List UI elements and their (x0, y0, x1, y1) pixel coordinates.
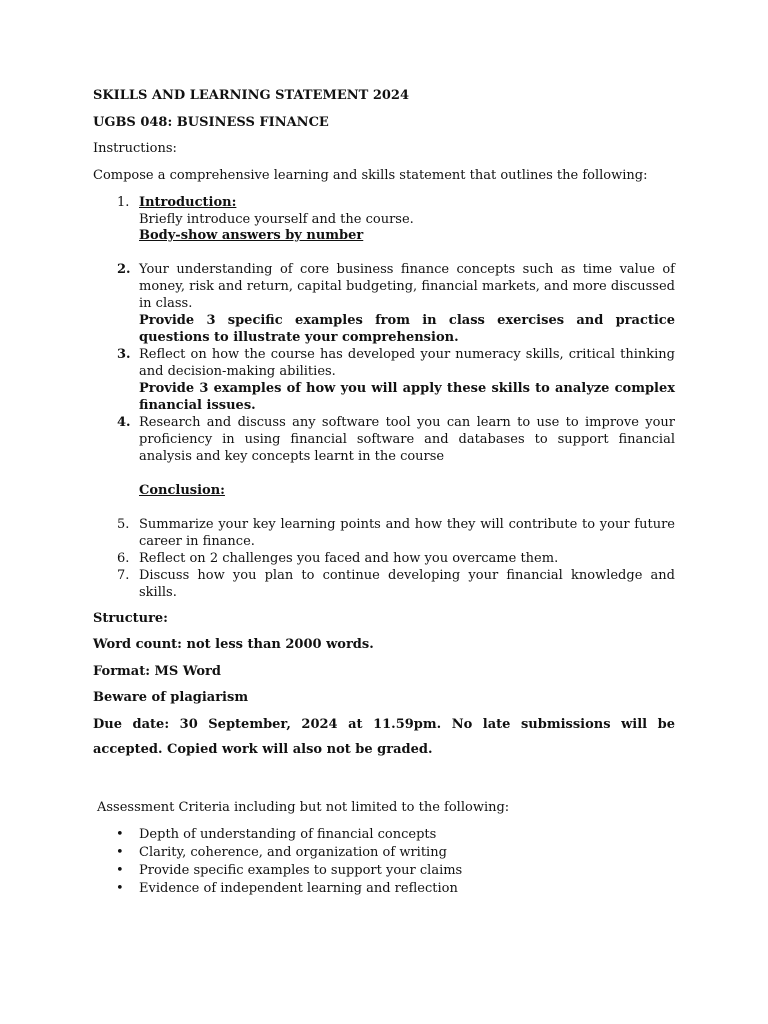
assessment-intro: Assessment Criteria including but not limited to the following: (97, 800, 510, 815)
document-title: SKILLS AND LEARNING STATEMENT 2024 (93, 88, 410, 103)
word-count: Word count: not less than 2000 words. (93, 637, 374, 652)
instructions-label: Instructions: (93, 141, 177, 156)
item-number: 1. (117, 195, 130, 210)
plagiarism-warning: Beware of plagiarism (93, 690, 249, 705)
bullet-icon: • (116, 881, 124, 896)
item-number: 3. (117, 347, 131, 362)
introduction-heading: Introduction: (139, 195, 237, 210)
item-text: Summarize your key learning points and how they will contribute to your future career in finance. (139, 517, 675, 549)
course-title: UGBS 048: BUSINESS FINANCE (93, 115, 329, 130)
criteria-item (93, 862, 653, 880)
item-number: 4. (117, 415, 131, 430)
item-number: 5. (117, 517, 130, 532)
item-number: 6. (117, 551, 130, 566)
item-number: 2. (117, 262, 131, 277)
item-text: Briefly introduce yourself and the course. (139, 212, 414, 227)
bullet-icon: • (116, 863, 124, 878)
item-text: Discuss how you plan to continue developing your financial knowledge and skills. (139, 568, 675, 600)
list-item-3 (93, 346, 675, 414)
criteria-text: Provide specific examples to support your claims (139, 863, 463, 878)
intro-sentence: Compose a comprehensive learning and skills statement that outlines the following: (93, 168, 648, 183)
list-item-6 (93, 550, 675, 567)
criteria-text: Evidence of independent learning and reflection (139, 881, 458, 896)
bullet-icon: • (116, 827, 124, 842)
bullet-icon: • (116, 845, 124, 860)
criteria-item (93, 826, 653, 844)
list-item-4 (93, 414, 675, 465)
item-number: 7. (117, 568, 130, 583)
structure-label: Structure: (93, 611, 168, 626)
format-line: Format: MS Word (93, 664, 222, 679)
conclusion-heading: Conclusion: (139, 483, 225, 498)
criteria-item (93, 844, 653, 862)
body-heading: Body-show answers by number (139, 228, 364, 243)
list-item-7 (93, 567, 675, 601)
item-text: Reflect on how the course has developed your numeracy skills, critical thinking and decision-making abilities. (139, 347, 675, 379)
criteria-text: Depth of understanding of financial concepts (139, 827, 437, 842)
list-item-2 (93, 261, 675, 346)
list-item-1 (93, 194, 675, 228)
item-bold-text: Provide 3 examples of how you will apply these skills to analyze complex financial issues. (139, 381, 675, 413)
list-item-5 (93, 516, 675, 550)
item-text: Reflect on 2 challenges you faced and how you overcame them. (139, 551, 559, 566)
item-text: Your understanding of core business finance concepts such as time value of money, risk and return, capital budgeting, financial markets, and more discussed in class. (139, 262, 675, 311)
item-bold-text: Provide 3 specific examples from in class exercises and practice questions to illustrate your comprehension. (139, 313, 675, 345)
criteria-text: Clarity, coherence, and organization of writing (139, 845, 447, 860)
item-text: Research and discuss any software tool you can learn to use to improve your proficiency in using financial software and databases to support financial analysis and key concepts learnt in the course (139, 415, 675, 464)
criteria-item (93, 880, 653, 898)
due-date: Due date: 30 September, 2024 at 11.59pm. No late submissions will be accepted. Copied work will also not be graded. (93, 717, 675, 757)
criteria-list (93, 826, 653, 898)
